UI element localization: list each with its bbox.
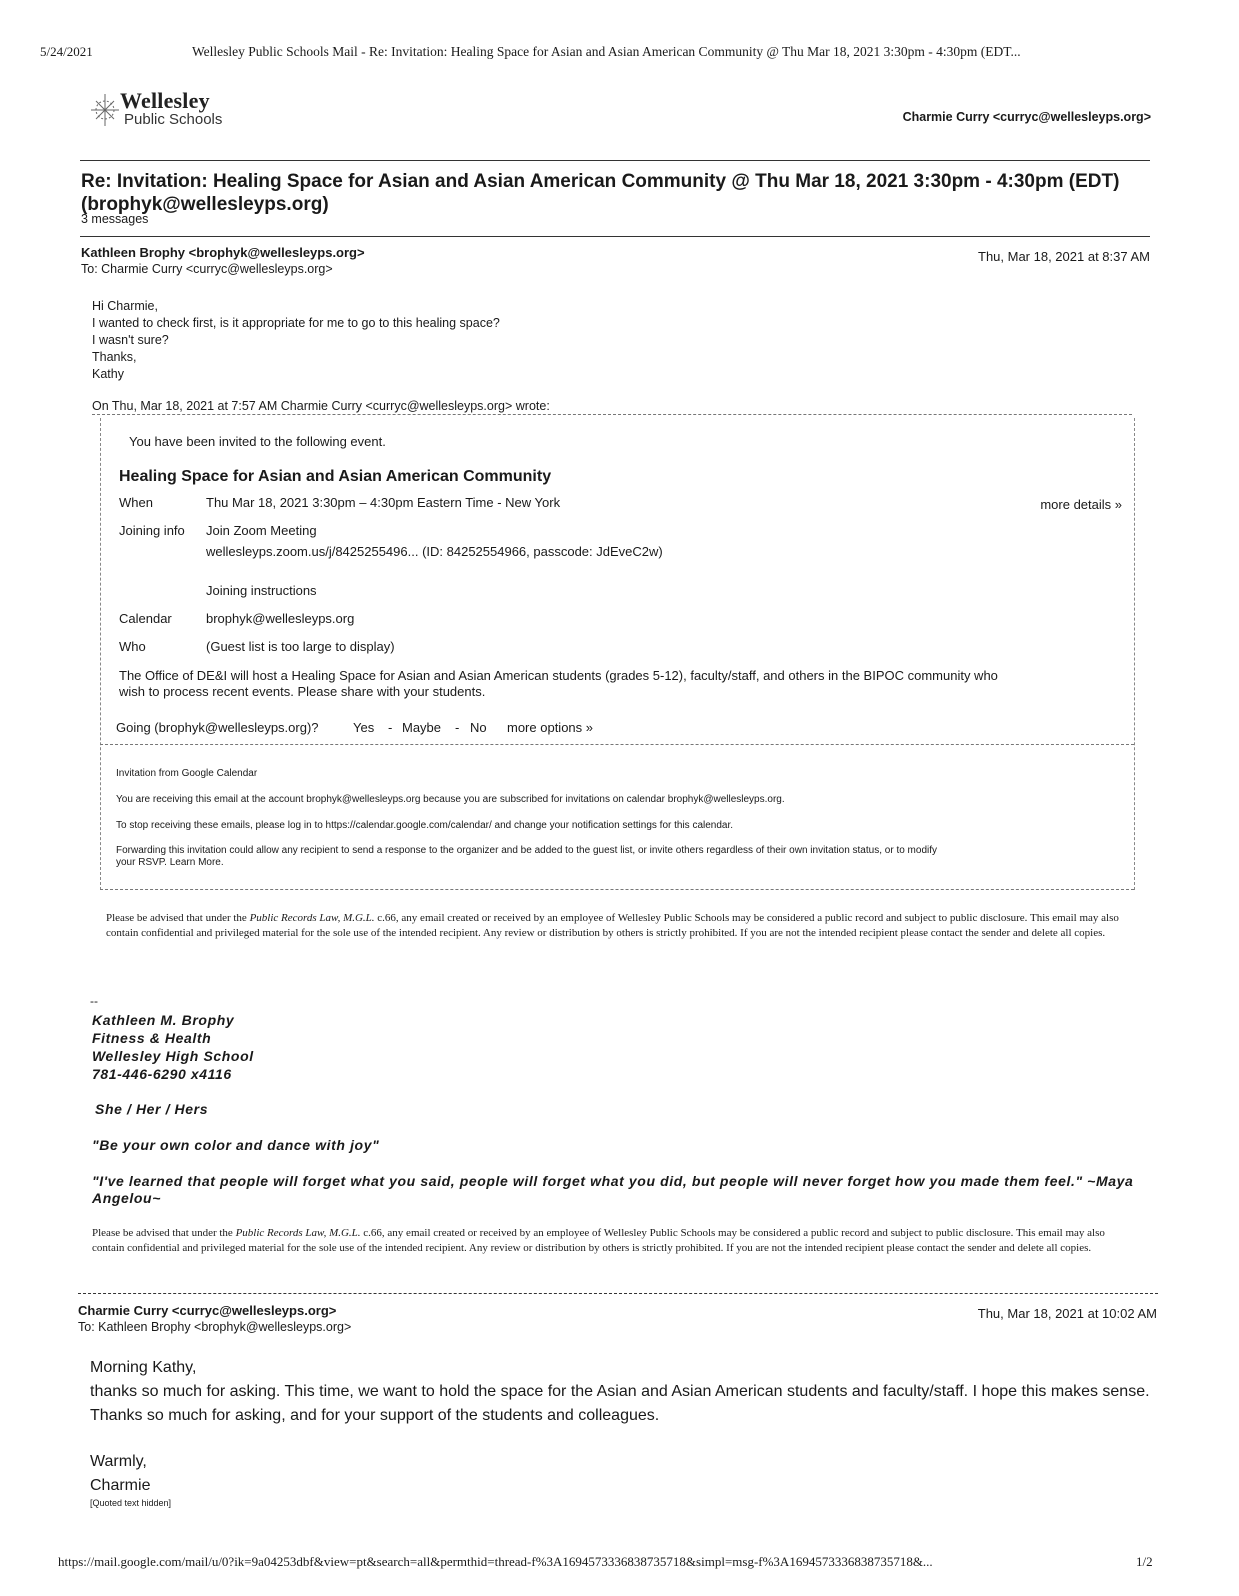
message1-to: To: Charmie Curry <curryc@wellesleyps.org> xyxy=(81,262,333,276)
calendar-invitation xyxy=(100,418,1136,890)
disclaimer-law: Public Records Law, M.G.L. xyxy=(249,912,375,924)
print-date: 5/24/2021 xyxy=(40,44,93,59)
thread-subject: Re: Invitation: Healing Space for Asian and Asian American Community @ Thu Mar 18, 2021 3:30pm - 4:30pm (EDT) (brophyk@wellesleyps.org) xyxy=(81,171,1120,215)
signature-pronouns: She / Her / Hers xyxy=(95,1101,209,1117)
logo-line2: Public Schools xyxy=(124,111,223,128)
disclaimer xyxy=(92,1226,1132,1256)
rsvp-no-link[interactable]: No xyxy=(470,720,487,735)
invite-footer-from: Invitation from Google Calendar xyxy=(116,768,258,779)
message1-line: I wasn't sure? xyxy=(92,333,169,347)
rsvp-maybe-link[interactable]: Maybe xyxy=(402,720,442,735)
invite-footer-divider xyxy=(100,744,1134,745)
when-label: When xyxy=(119,495,153,510)
invite-footer-receiving: You are receiving this email at the account brophyk@wellesleyps.org because you are subscribed for invitations on calendar brophyk@wellesleyps.org. xyxy=(116,794,785,805)
disclaimer xyxy=(106,911,1138,941)
message1-line: Kathy xyxy=(92,367,124,381)
disclaimer-law: Public Records Law, M.G.L. xyxy=(235,1227,361,1239)
invite-intro: You have been invited to the following event. xyxy=(129,434,386,449)
more-details-link[interactable]: more details » xyxy=(1040,497,1122,512)
invite-title: Healing Space for Asian and Asian American Community xyxy=(119,468,552,485)
signature-quote: "I've learned that people will forget what you said, people will forget what you did, but people will never forget how you made them feel." ~Maya Angelou~ xyxy=(92,1173,1134,1206)
quoted-text-hidden-link[interactable]: [Quoted text hidden] xyxy=(90,1498,172,1508)
when-value: Thu Mar 18, 2021 3:30pm – 4:30pm Eastern Time - New York xyxy=(206,495,561,510)
header-divider xyxy=(80,160,1150,161)
disclaimer-post: c.66, any email created or received by an employee of Wellesley Public Schools may be considered a public record and subject to public disclosure. This email may also contain confidential and privileged material for the sole use of the intended recipient. Any review or distribution by others is strictly prohibited. If you are not the intended recipient please contact the sender and delete all copies. xyxy=(106,912,1119,939)
quote-divider xyxy=(92,414,1132,415)
zoom-url-link[interactable]: wellesleyps.zoom.us/j/8425255496... (ID: 84252554966, passcode: JdEveC2w) xyxy=(206,544,663,559)
calendar-label: Calendar xyxy=(119,611,172,626)
signature-dept: Fitness & Health xyxy=(92,1030,212,1046)
invite-left-border xyxy=(100,418,101,890)
message2-closing: Warmly, xyxy=(90,1453,147,1470)
message2-to: To: Kathleen Brophy <brophyk@wellesleyps.org> xyxy=(78,1320,352,1334)
invite-right-border xyxy=(1134,418,1135,890)
disclaimer-post: c.66, any email created or received by an employee of Wellesley Public Schools may be considered a public record and subject to public disclosure. This email may also contain confidential and privileged material for the sole use of the intended recipient. Any review or distribution by others is strictly prohibited. If you are not the intended recipient please contact the sender and delete all copies. xyxy=(92,1227,1105,1254)
disclaimer-pre: Please be advised that under the xyxy=(92,1227,236,1239)
print-footer-page: 1/2 xyxy=(1136,1554,1153,1569)
message1-from: Kathleen Brophy <brophyk@wellesleyps.org> xyxy=(81,245,365,260)
message2-name: Charmie xyxy=(90,1477,151,1494)
signature-school: Wellesley High School xyxy=(92,1048,254,1064)
compass-rose-icon xyxy=(90,90,120,130)
joining-instructions-link[interactable]: Joining instructions xyxy=(206,583,317,598)
disclaimer-pre: Please be advised that under the xyxy=(106,912,250,924)
signature-separator: -- xyxy=(90,994,98,1008)
message2-date: Thu, Mar 18, 2021 at 10:02 AM xyxy=(977,1306,1157,1321)
account-email: Charmie Curry <curryc@wellesleyps.org> xyxy=(902,110,1151,124)
who-value: (Guest list is too large to display) xyxy=(206,639,395,654)
wellesley-logo xyxy=(90,88,260,132)
message2-from: Charmie Curry <curryc@wellesleyps.org> xyxy=(78,1303,337,1318)
invite-footer-forward: Forwarding this invitation could allow any recipient to send a response to the organizer and be added to the guest list, or invite others regardless of their own invitation status, or to modify xyxy=(116,845,938,856)
print-title: Wellesley Public Schools Mail - Re: Invitation: Healing Space for Asian and Asian American Community @ Thu Mar 18, 2021 3:30pm - 4:30pm (EDT... xyxy=(192,44,1021,59)
invite-description-line: The Office of DE&I will host a Healing Space for Asian and Asian American students (grades 5-12), faculty/staff, and others in the BIPOC community who xyxy=(119,668,998,683)
message1-line: Thanks, xyxy=(92,350,137,364)
message1-line: Hi Charmie, xyxy=(92,299,158,313)
message1-line: I wanted to check first, is it appropriate for me to go to this healing space? xyxy=(92,316,500,330)
message1-date: Thu, Mar 18, 2021 at 8:37 AM xyxy=(978,249,1150,264)
join-zoom-link[interactable]: Join Zoom Meeting xyxy=(206,523,317,538)
signature-quote: "Be your own color and dance with joy" xyxy=(92,1137,380,1153)
message1-body xyxy=(92,298,500,383)
joining-label: Joining info xyxy=(119,523,185,538)
rsvp-prompt: Going (brophyk@wellesleyps.org)? xyxy=(116,720,319,735)
rsvp-separator: - xyxy=(455,720,460,735)
message2-greeting: Morning Kathy, xyxy=(90,1359,197,1376)
thread-count: 3 messages xyxy=(81,212,149,226)
message2-body xyxy=(90,1356,1150,1498)
more-options-link[interactable]: more options » xyxy=(507,720,593,735)
invite-footer-forward: your RSVP. Learn More. xyxy=(116,857,224,868)
logo-line1: Wellesley xyxy=(120,88,210,113)
rsvp-yes-link[interactable]: Yes xyxy=(353,720,375,735)
invite-bottom-border xyxy=(100,889,1134,890)
message-divider xyxy=(78,1293,1158,1294)
invite-footer-stop: To stop receiving these emails, please log in to https://calendar.google.com/calendar/ and change your notification settings for this calendar. xyxy=(116,820,734,831)
subject-divider xyxy=(80,236,1150,237)
signature-name: Kathleen M. Brophy xyxy=(92,1012,235,1028)
calendar-value: brophyk@wellesleyps.org xyxy=(206,611,355,626)
rsvp-separator: - xyxy=(388,720,393,735)
quote-header: On Thu, Mar 18, 2021 at 7:57 AM Charmie Curry <curryc@wellesleyps.org> wrote: xyxy=(92,399,550,413)
who-label: Who xyxy=(119,639,146,654)
message2-text: thanks so much for asking. This time, we want to hold the space for the Asian and Asian American students and faculty/staff. I hope this makes sense. Thanks so much for asking, and for your support of the students and colleagues. xyxy=(90,1383,1150,1424)
invite-description-line: wish to process recent events. Please share with your students. xyxy=(119,684,486,699)
print-footer-url: https://mail.google.com/mail/u/0?ik=9a04253dbf&view=pt&search=all&permthid=thread-f%3A1694573336838735718&simpl=msg-f%3A1694573336838735718&... xyxy=(58,1554,933,1569)
signature-phone: 781-446-6290 x4116 xyxy=(92,1066,232,1082)
